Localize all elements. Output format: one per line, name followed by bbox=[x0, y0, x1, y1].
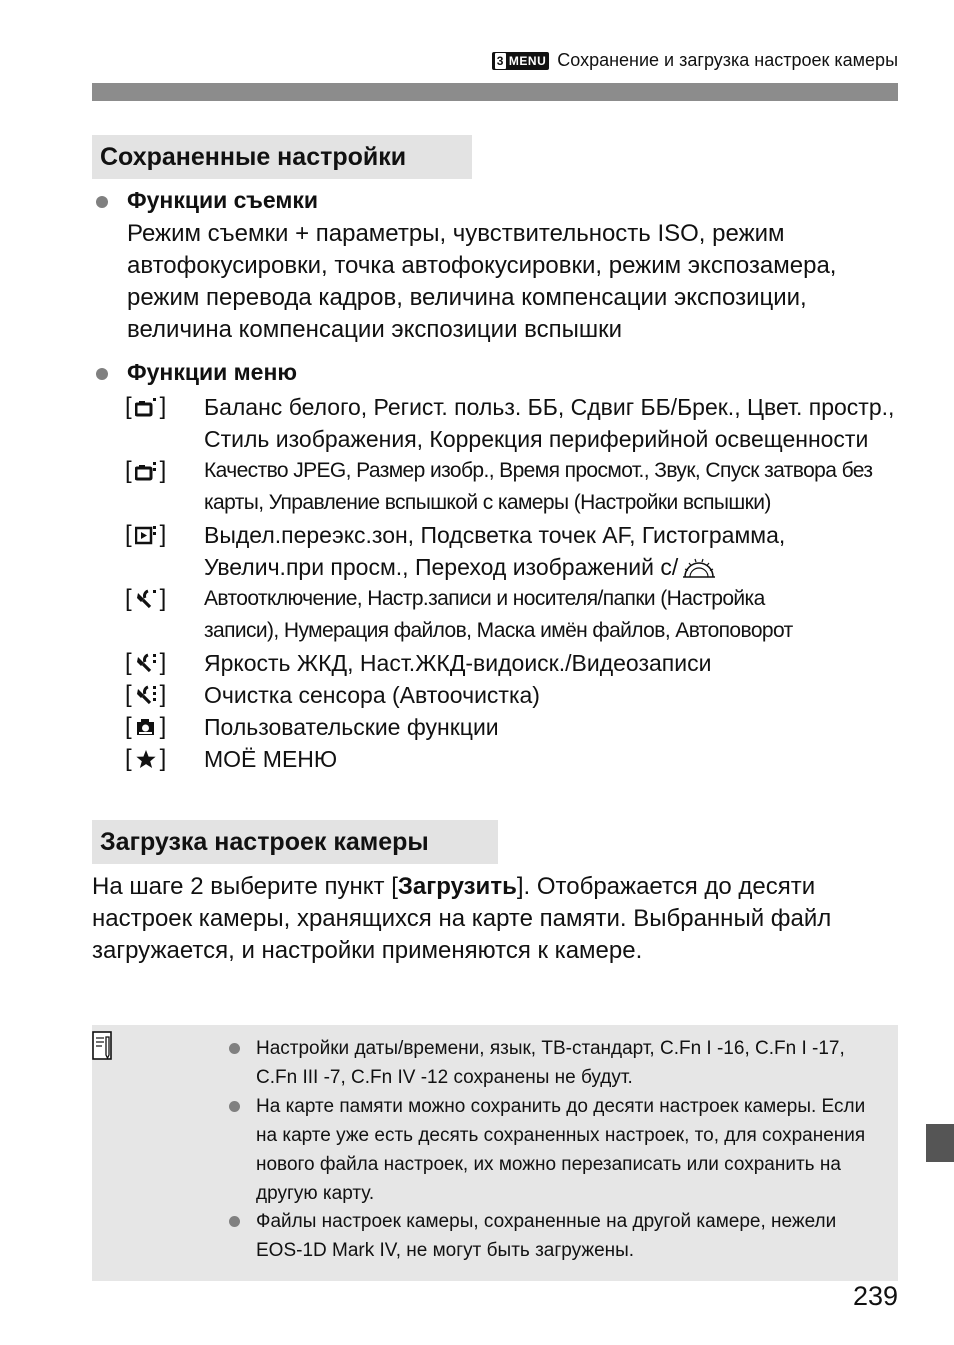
text-line: Яркость ЖКД, Наст.ЖКД-видоиск./Видеозаписи bbox=[204, 650, 712, 676]
menu-badge-icon bbox=[492, 52, 550, 70]
load-menu-item: Загрузить bbox=[397, 873, 517, 900]
running-header bbox=[492, 50, 898, 71]
note-item bbox=[256, 1092, 954, 1208]
note-item bbox=[256, 1034, 954, 1092]
menu-row-text bbox=[204, 679, 904, 711]
header-title: Сохранение и загрузка настроек камеры bbox=[557, 50, 898, 70]
bullet-icon bbox=[96, 368, 108, 380]
text-line: На карте памяти можно сохранить до десяти настроек камеры. Если bbox=[256, 1096, 866, 1117]
text-line: Пользовательские функции bbox=[204, 714, 499, 740]
badge-label: MENU bbox=[508, 53, 547, 68]
note-item bbox=[256, 1207, 954, 1265]
menu-row-text bbox=[204, 647, 904, 679]
menu-row-text bbox=[204, 743, 904, 775]
bullet-icon bbox=[229, 1216, 240, 1227]
text-line: записи), Нумерация файлов, Маска имён файлов, Автоповорот bbox=[204, 619, 793, 642]
bullet-icon bbox=[229, 1043, 240, 1054]
bullet-icon bbox=[96, 196, 108, 208]
setup-menu-3-icon bbox=[132, 685, 160, 705]
text-line: Выдел.переэкс.зон, Подсветка точек AF, Гистограмма, bbox=[204, 522, 786, 548]
menu-row-text bbox=[204, 519, 904, 583]
shooting-menu-2-icon bbox=[132, 461, 160, 481]
text-line: МОЁ МЕНЮ bbox=[204, 746, 338, 772]
shooting-menu-1-icon bbox=[132, 397, 160, 417]
menu-row: [ ] Пользовательские функции bbox=[125, 711, 915, 743]
text-line: Настройки даты/времени, язык, ТВ-стандарт, C.Fn I -16, C.Fn I -17, bbox=[256, 1038, 845, 1059]
text-line: Увелич.при просм., Переход изображений с/ bbox=[204, 554, 679, 580]
text-line: Автоотключение, Настр.записи и носителя/папки (Настройка bbox=[204, 587, 765, 610]
menu-row: [ ] Очистка сенсора (Автоочистка) bbox=[125, 679, 915, 711]
menu-row-text bbox=[204, 583, 904, 647]
text-line: Баланс белого, Регист. польз. ББ, Сдвиг ББ/Брек., Цвет. простр., bbox=[204, 394, 895, 420]
load-settings-text bbox=[92, 871, 892, 967]
bullet-icon bbox=[229, 1101, 240, 1112]
playback-menu-2-icon bbox=[132, 525, 160, 545]
text-line: загружается, и настройки применяются к камере. bbox=[92, 937, 643, 964]
text-line: другую карту. bbox=[256, 1183, 375, 1204]
text-line: нового файла настроек, их можно перезаписать или сохранить на bbox=[256, 1154, 841, 1175]
shooting-functions-text bbox=[127, 218, 907, 346]
menu-functions-list bbox=[125, 391, 915, 775]
menu-row-text bbox=[204, 391, 904, 455]
setup-menu-2-icon bbox=[132, 653, 160, 673]
text-line: Режим съемки + параметры, чувствительность ISO, режим bbox=[127, 220, 785, 247]
note-box bbox=[92, 1025, 898, 1281]
text-line: настроек камеры, хранящихся на карте памяти. Выбранный файл bbox=[92, 905, 832, 932]
text-line: На шаге 2 выберите пункт [Загрузить]. Отображается до десяти bbox=[92, 873, 816, 900]
menu-row: [ ] Качество JPEG, Размер изобр., Время просмот., Звук, Спуск затвора без карты, Управление вспышкой с камеры (Настройки вспышки) bbox=[125, 455, 915, 519]
chapter-tab bbox=[926, 1124, 954, 1162]
text-line: Стиль изображения, Коррекция периферийной освещенности bbox=[204, 426, 869, 452]
text-line: EOS-1D Mark IV, не могут быть загружены. bbox=[256, 1240, 635, 1261]
text-line: карты, Управление вспышкой с камеры (Настройки вспышки) bbox=[204, 491, 771, 514]
badge-number: 3 bbox=[496, 53, 504, 68]
menu-row-text bbox=[204, 455, 904, 519]
menu-row-text bbox=[204, 711, 904, 743]
text-line: автофокусировки, точка автофокусировки, режим экспозамера, bbox=[127, 252, 837, 279]
menu-row: [ ] Автоотключение, Настр.записи и носителя/папки (Настройка записи), Нумерация файлов, Маска имён файлов, Автоповорот bbox=[125, 583, 915, 647]
shooting-functions-heading: Функции съемки bbox=[127, 187, 319, 213]
text-line: Файлы настроек камеры, сохраненные на другой камере, нежели bbox=[256, 1211, 837, 1232]
menu-row: [ ] Выдел.переэкс.зон, Подсветка точек AF, Гистограмма, Увелич.при просм., Переход изображений с/ bbox=[125, 519, 915, 583]
menu-functions-heading: Функции меню bbox=[127, 359, 297, 385]
text-line: Качество JPEG, Размер изобр., Время просмот., Звук, Спуск затвора без bbox=[204, 459, 873, 482]
my-menu-star-icon bbox=[132, 749, 160, 769]
page-number: 239 bbox=[852, 1281, 898, 1311]
section-title-saved-settings: Сохраненные настройки bbox=[92, 135, 472, 179]
header-rule bbox=[92, 83, 898, 101]
text-line: Очистка сенсора (Автоочистка) bbox=[204, 682, 540, 708]
menu-row: [ ] МОЁ МЕНЮ bbox=[125, 743, 915, 775]
menu-row: [ ] Баланс белого, Регист. польз. ББ, Сдвиг ББ/Брек., Цвет. простр., Стиль изображения, Коррекция периферийной освещенности bbox=[125, 391, 915, 455]
text-line: режим перевода кадров, величина компенсации экспозиции, bbox=[127, 284, 807, 311]
custom-functions-icon bbox=[132, 717, 160, 737]
section-title-load-settings: Загрузка настроек камеры bbox=[92, 820, 498, 864]
note-pencil-icon bbox=[92, 1031, 116, 1066]
text-line: C.Fn III -7, C.Fn IV -12 сохранены не будут. bbox=[256, 1067, 633, 1088]
setup-menu-1-icon bbox=[132, 589, 160, 609]
text-line: на карте уже есть десять сохраненных настроек, то, для сохранения bbox=[256, 1125, 866, 1146]
menu-row: [ ] Яркость ЖКД, Наст.ЖКД-видоиск./Видеозаписи bbox=[125, 647, 915, 679]
text-line: величина компенсации экспозиции вспышки bbox=[127, 316, 623, 343]
main-dial-icon bbox=[681, 555, 717, 579]
